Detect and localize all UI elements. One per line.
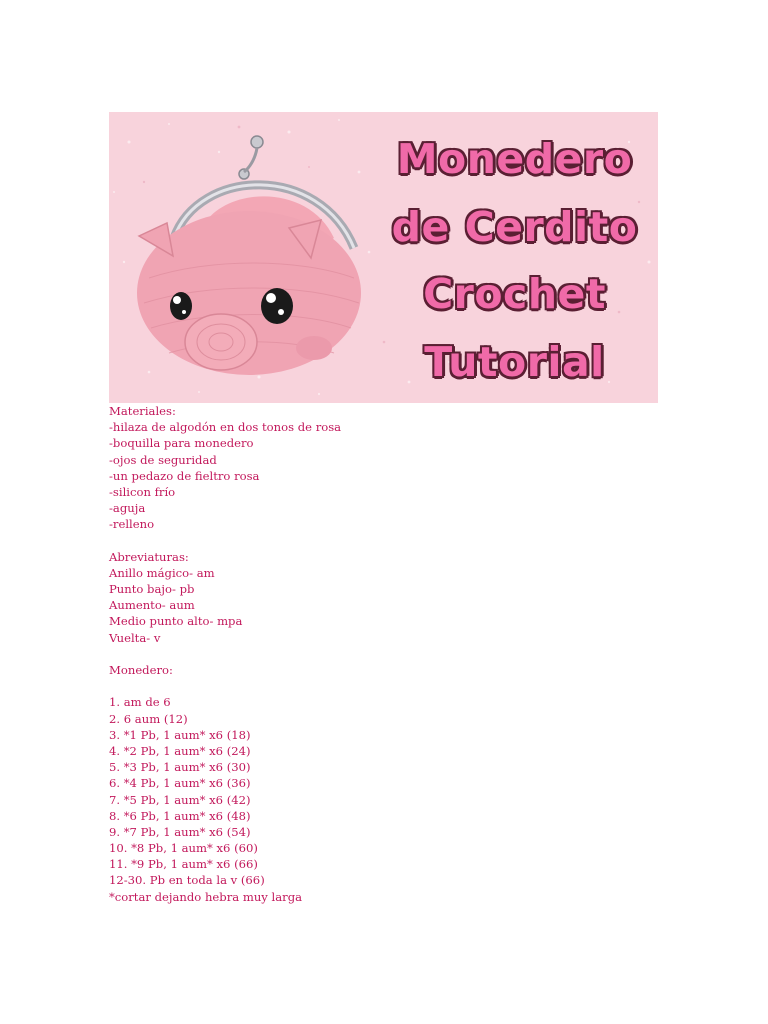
banner-title <box>371 126 658 396</box>
purse-step: 9. *7 Pb, 1 aum* x6 (54) <box>109 824 251 839</box>
abbreviations-heading: Abreviaturas: <box>109 549 189 564</box>
title-line-4: Tutorial <box>424 337 605 386</box>
purse-step: 12-30. Pb en toda la v (66) <box>109 873 265 888</box>
purse-heading: Monedero: <box>109 663 173 677</box>
materials-item: -relleno <box>109 517 155 532</box>
abbreviation-item: Punto bajo- pb <box>109 582 195 597</box>
title-line-2: de Cerdito <box>391 202 638 251</box>
materials-item: -boquilla para monedero <box>109 436 254 451</box>
blank-line <box>109 646 669 662</box>
materials-item: -un pedazo de fieltro rosa <box>109 468 260 483</box>
title-line-3: Crochet <box>423 270 606 319</box>
purse-step: 11. *9 Pb, 1 aum* x6 (66) <box>109 857 258 872</box>
purse-step: 3. *1 Pb, 1 aum* x6 (18) <box>109 727 251 742</box>
purse-step: 4. *2 Pb, 1 aum* x6 (24) <box>109 743 251 758</box>
purse-step: 7. *5 Pb, 1 aum* x6 (42) <box>109 792 251 807</box>
materials-item: -ojos de seguridad <box>109 452 217 467</box>
abbreviation-item: Medio punto alto- mpa <box>109 614 243 629</box>
blank-line <box>109 533 669 549</box>
pattern-text <box>109 403 669 905</box>
purse-step: 6. *4 Pb, 1 aum* x6 (36) <box>109 776 251 791</box>
blank-line <box>109 678 669 694</box>
title-banner <box>109 112 658 403</box>
purse-step: 5. *3 Pb, 1 aum* x6 (30) <box>109 760 251 775</box>
title-line-1: Monedero <box>396 135 633 184</box>
abbreviation-item: Vuelta- v <box>109 630 161 645</box>
abbreviation-item: Anillo mágico- am <box>109 565 215 580</box>
pig-purse-image <box>129 128 379 388</box>
materials-item: -aguja <box>109 501 146 516</box>
purse-step: 8. *6 Pb, 1 aum* x6 (48) <box>109 808 251 823</box>
purse-step: *cortar dejando hebra muy larga <box>109 889 303 904</box>
purse-step: 2. 6 aum (12) <box>109 711 188 726</box>
purse-step: 1. am de 6 <box>109 695 171 710</box>
purse-step: 10. *8 Pb, 1 aum* x6 (60) <box>109 841 258 856</box>
materials-item: -hilaza de algodón en dos tonos de rosa <box>109 420 342 435</box>
abbreviation-item: Aumento- aum <box>109 598 195 613</box>
materials-heading: Materiales: <box>109 404 176 418</box>
materials-item: -silicon frío <box>109 484 176 499</box>
